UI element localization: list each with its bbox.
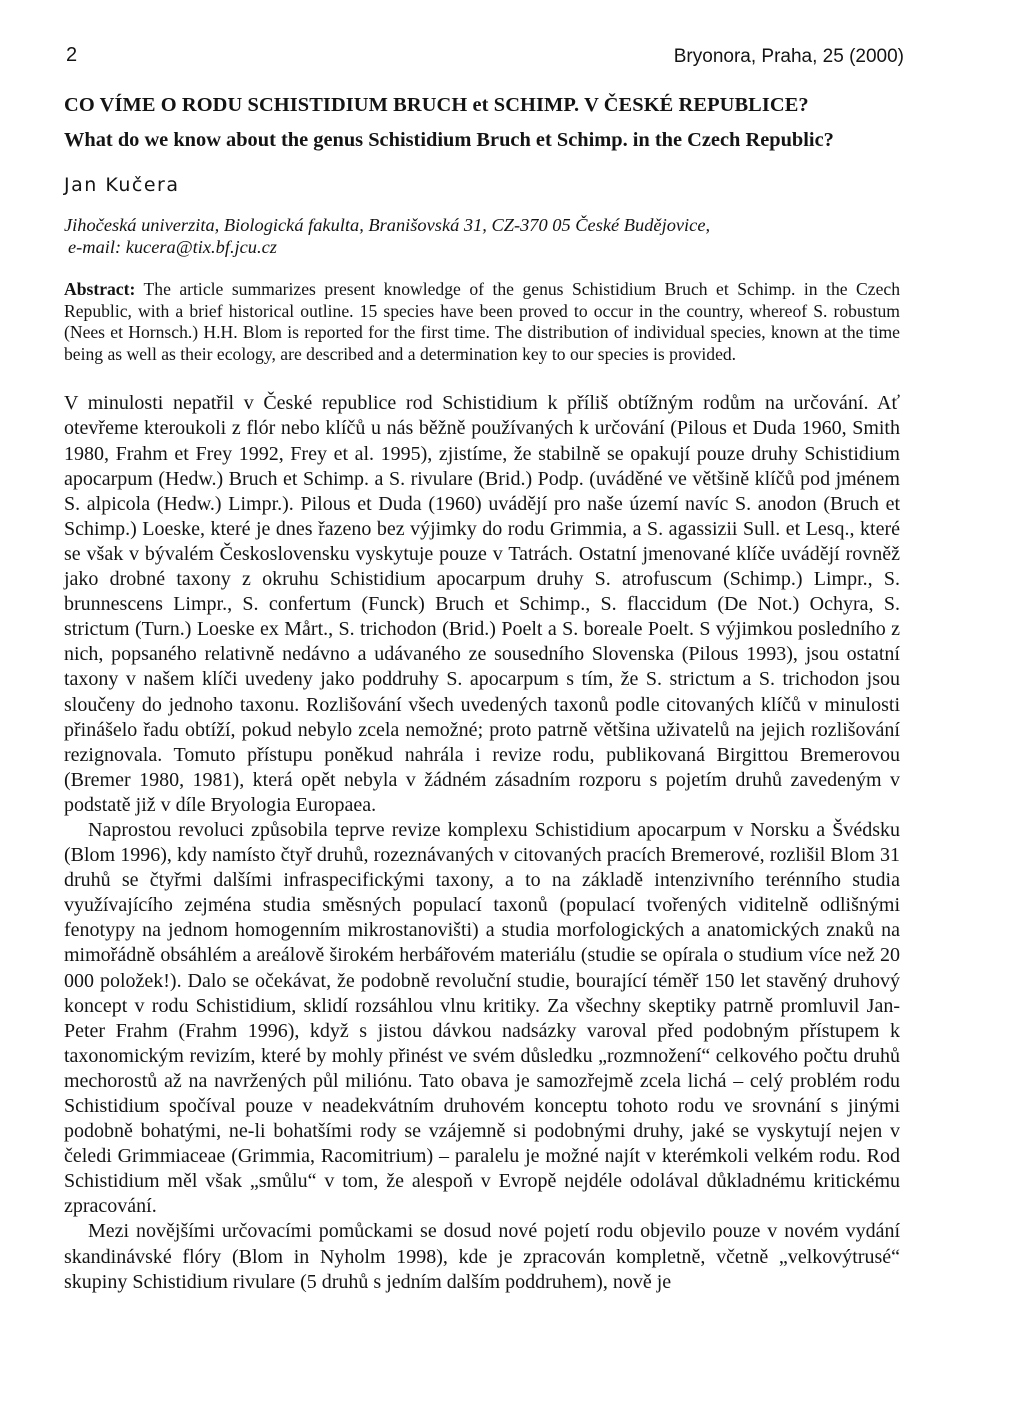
title-czech: CO VÍME O RODU SCHISTIDIUM BRUCH et SCHIMP. V ČESKÉ REPUBLICE? <box>64 94 809 116</box>
running-header <box>64 40 904 76</box>
abstract <box>64 279 900 365</box>
abstract-text: The article summarizes present knowledge of the genus Schistidium Bruch et Schimp. in the Czech Republic, with a brief historical outline. 15 species have been proved to occur in the country, whereof S. robustum (Nees et Hornsch.) H.H. Blom is reported for the first time. The distribution of individual species, known at the time being as well as their ecology, are described and a determination key to our species is provided. <box>64 279 901 364</box>
affiliation <box>64 214 900 258</box>
title-english: What do we know about the genus Schistidium Bruch et Schimp. in the Czech Republic? <box>64 129 834 151</box>
paper-page <box>64 40 904 1295</box>
journal-citation: Bryonora, Praha, 25 (2000) <box>673 46 904 67</box>
body-text <box>64 391 900 1294</box>
abstract-label: Abstract: <box>64 279 136 299</box>
page-number: 2 <box>66 44 78 66</box>
author-name: Jan Kučera <box>64 174 180 196</box>
body-paragraph-3: Mezi novějšími určovacími pomůckami se dosud nové pojetí rodu objevilo pouze v novém vydání skandinávské flóry (Blom in Nyholm 1998), kde je zpracován kompletně, včetně „velkovýtrusé“ skupiny Schistidium rivulare (5 druhů s jedním dalším poddruhem), nově je <box>64 1220 900 1293</box>
affiliation-address: Jihočeská univerzita, Biologická fakulta, Branišovská 31, CZ-370 05 České Budějovice, <box>64 215 711 235</box>
affiliation-email: e-mail: kucera@tix.bf.jcu.cz <box>68 237 277 257</box>
body-paragraph-2: Naprostou revoluci způsobila teprve revize komplexu Schistidium apocarpum v Norsku a Švédsku (Blom 1996), kdy namísto čtyř druhů, rozeznávaných v citovaných pracích Bremerové, rozlišil Blom 31 druhů se čtyřmi dalšími infraspecifickými taxony, a to na základě intenzivního terénního studia využívajícího zejména studia směsných populací taxonů (populací tvořených viditelně odlišnými fenotypy na jednom homogenním mikrostanovišti) a studia morfologických a anatomických znaků na mimořádně obsáhlém a areálově širokém herbářovém materiálu (studie se opírala o studium více než 20 000 položek!). Dalo se očekávat, že podobně revoluční studie, bourající téměř 150 let stavěný druhový koncept v rodu Schistidium, sklidí rozsáhlou vlnu kritiky. Za všechny skeptiky patrně promluvil Jan-Peter Frahm (Frahm 1996), když s jistou dávkou nadsázky varoval před podobným přístupem k taxonomickým revizím, které by mohly přinést ve svém důsledku „rozmnožení“ celkového počtu druhů mechorostů až na navržených půl miliónu. Tato obava je samozřejmě zcela lichá – celý problém rodu Schistidium spočíval pouze v neadekvátním druhovém konceptu tohoto rodu ve srovnání s jinými podobně bohatými, ne-li bohatšími rody se vzájemně si podobnými druhy, jaké se vyskytují nejen v čeledi Grimmiaceae (Grimmia, Racomitrium) – paralelu je možné najít v kterémkoli velkém rodu. Rod Schistidium měl však „smůlu“ v tom, že alespoň v Evropě nejdéle odolával důkladnému kritickému zpracování. <box>64 818 900 1218</box>
body-paragraph-1: V minulosti nepatřil v České republice rod Schistidium k příliš obtížným rodům na určování. Ať otevřeme kteroukoli z flór nebo klíčů u nás běžně používaných k určování (Pilous et Duda 1960, Smith 1980, Frahm et Frey 1992, Frey et al. 1995), zjistíme, že stabilně se opakují pouze druhy Schistidium apocarpum (Hedw.) Bruch et Schimp. a S. rivulare (Brid.) Podp. (uváděné ve většině klíčů pod jménem S. alpicola (Hedw.) Limpr.). Pilous et Duda (1960) uvádějí pro naše území navíc S. anodon (Bruch et Schimp.) Loeske, které je dnes řazeno bez výjimky do rodu Grimmia, a S. agassizii Sull. et Lesq., které se však v bývalém Československu vyskytuje pouze v Tatrách. Ostatní jmenované klíče uvádějí rovněž jako drobné taxony z okruhu Schistidium apocarpum druhy S. atrofuscum (Schimp.) Limpr., S. brunnescens Limpr., S. confertum (Funck) Bruch et Schimp., S. flaccidum (De Not.) Ochyra, S. strictum (Turn.) Loeske ex Mårt., S. trichodon (Brid.) Poelt a S. boreale Poelt. S výjimkou posledního z nich, popsaného relativně nedávno a udávaného ze sousedního Slovenska (Pilous 1993), jsou ostatní taxony v našem klíči uvedeny jako poddruhy S. apocarpum s tím, že S. strictum a S. trichodon jsou sloučeny do jednoho taxonu. Rozlišování všech uvedených taxonů podle citovaných klíčů v minulosti přinášelo řadu obtíží, pokud nebylo zcela nemožné; proto patrně většina uživatelů na jejich rozlišování rezignovala. Tomuto přístupu poněkud nahrála i revize rodu, publikovaná Birgittou Bremerovou (Bremer 1980, 1981), která opět nebyla v žádném zásadním rozporu s pojetím druhů zavedeným v podstatě již v díle Bryologia Europaea. <box>64 392 900 816</box>
